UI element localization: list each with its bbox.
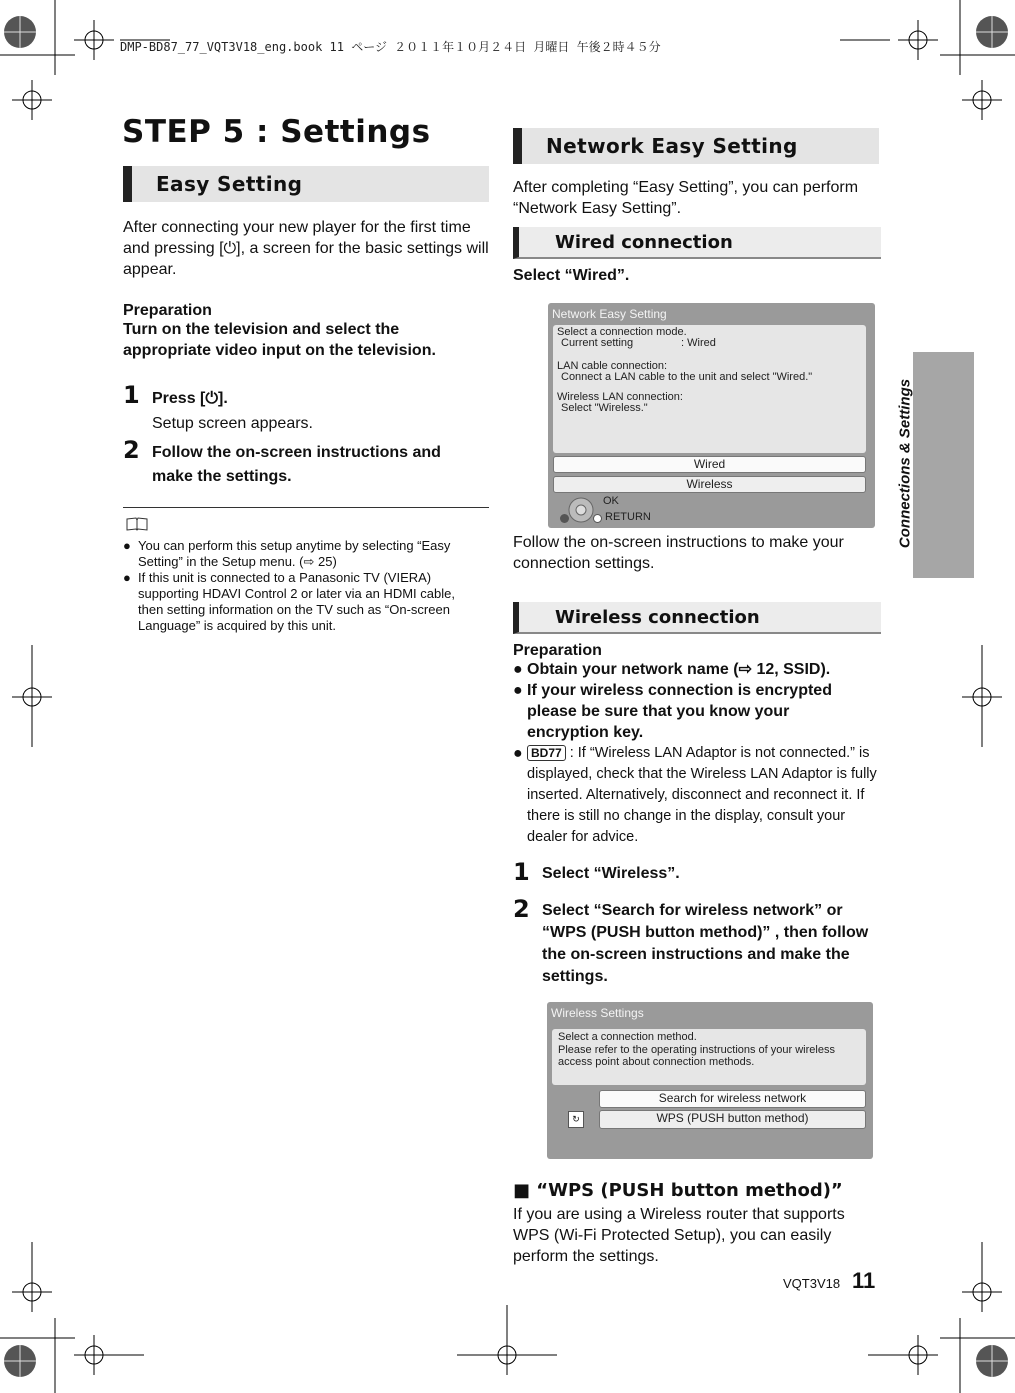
step-subtext: Setup screen appears. <box>152 415 313 432</box>
screen-message-panel: Select a connection mode. Current setting : Wired LAN cable connection: Connect a LAN cable to the unit and select "Wired." Wireless LAN connection: Select "Wireless." <box>553 325 866 453</box>
step-text: Follow the on-screen instructions and make the settings. <box>152 444 441 485</box>
divider <box>123 507 489 508</box>
preparation-text: Turn on the television and select the appropriate video input on the television. <box>123 321 436 359</box>
wired-connection-heading: Wired connection <box>513 227 881 259</box>
return-dot-icon <box>593 514 602 523</box>
easy-setting-heading: Easy Setting <box>123 166 489 202</box>
remote-dot-icon <box>560 514 569 523</box>
screen-title: Wireless Settings <box>551 1006 644 1020</box>
print-header: DMP-BD87_77_VQT3V18_eng.book 11 ページ ２０１１年１０月２４日 月曜日 午後２時４５分 <box>120 40 661 54</box>
side-tab <box>913 352 974 578</box>
prep-item: ● BD77 : If “Wireless LAN Adaptor is not connected.” is displayed, check that the Wireless LAN Adaptor is fully inserted. Alternatively, disconnect and reconnect it. If there is still no change in the display, consult your dealer for advice. <box>513 745 877 845</box>
network-easy-setting-screen <box>548 303 875 528</box>
preparation-label: Preparation <box>123 302 212 319</box>
wps-push-button[interactable]: WPS (PUSH button method) <box>599 1110 866 1129</box>
prep-item: ● Obtain your network name (⇨ 12, SSID). <box>513 661 831 678</box>
side-tab-label: Connections & Settings <box>896 378 914 549</box>
page-number: 11 <box>852 1268 876 1293</box>
wireless-settings-screen <box>547 1002 873 1159</box>
note-book-icon <box>126 517 148 531</box>
step-number: 1 <box>513 858 530 886</box>
wps-text: If you are using a Wireless router that supports WPS (Wi-Fi Protected Setup), you can easily perform the settings. <box>513 1206 845 1265</box>
ok-label: OK <box>603 495 619 507</box>
wps-heading: ■ “WPS (PUSH button method)” <box>513 1180 843 1201</box>
wired-button[interactable]: Wired <box>553 456 866 473</box>
bd77-badge: BD77 <box>527 745 566 761</box>
wireless-button[interactable]: Wireless <box>553 476 866 493</box>
select-wired: Select “Wired”. <box>513 267 630 284</box>
footer-code: VQT3V18 <box>783 1276 841 1291</box>
wps-icon: ↻ <box>568 1111 584 1128</box>
screen-title: Network Easy Setting <box>552 307 667 321</box>
remote-dpad-icon <box>568 497 594 523</box>
note-item: ● If this unit is connected to a Panasonic TV (VIERA) supporting HDAVI Control 2 or later via an HDMI cable, then setting information on the TV such as “On-screen Language” is acquired by this unit. <box>123 570 455 633</box>
step-number: 1 <box>123 381 140 409</box>
wireless-connection-heading: Wireless connection <box>513 602 881 634</box>
step-number: 2 <box>123 436 140 464</box>
prep-item: ● If your wireless connection is encrypted please be sure that you know your encryption key. <box>513 682 832 741</box>
wired-after-text: Follow the on-screen instructions to make your connection settings. <box>513 534 844 572</box>
network-intro: After completing “Easy Setting”, you can perform “Network Easy Setting”. <box>513 179 859 217</box>
step-text: Press [⏻]. <box>152 390 228 407</box>
easy-setting-intro: After connecting your new player for the first time and pressing [⏻], a screen for the basic settings will appear. <box>123 219 489 278</box>
screen-message-panel: Select a connection method. Please refer to the operating instructions of your wireless access point about connection methods. <box>552 1029 866 1085</box>
step-text: Select “Search for wireless network” or “WPS (PUSH button method)” , then follow the on-screen instructions and make the settings. <box>542 902 869 985</box>
network-easy-setting-heading: Network Easy Setting <box>513 128 879 164</box>
step-number: 2 <box>513 895 530 923</box>
page-title: STEP 5 : Settings <box>122 114 431 150</box>
note-item: ● You can perform this setup anytime by selecting “Easy Setting” in the Setup menu. (⇨ 25) <box>123 538 451 569</box>
wireless-prep-label: Preparation <box>513 642 602 659</box>
step-text: Select “Wireless”. <box>542 865 680 882</box>
search-wireless-network-button[interactable]: Search for wireless network <box>599 1090 866 1108</box>
return-label: RETURN <box>605 511 651 523</box>
